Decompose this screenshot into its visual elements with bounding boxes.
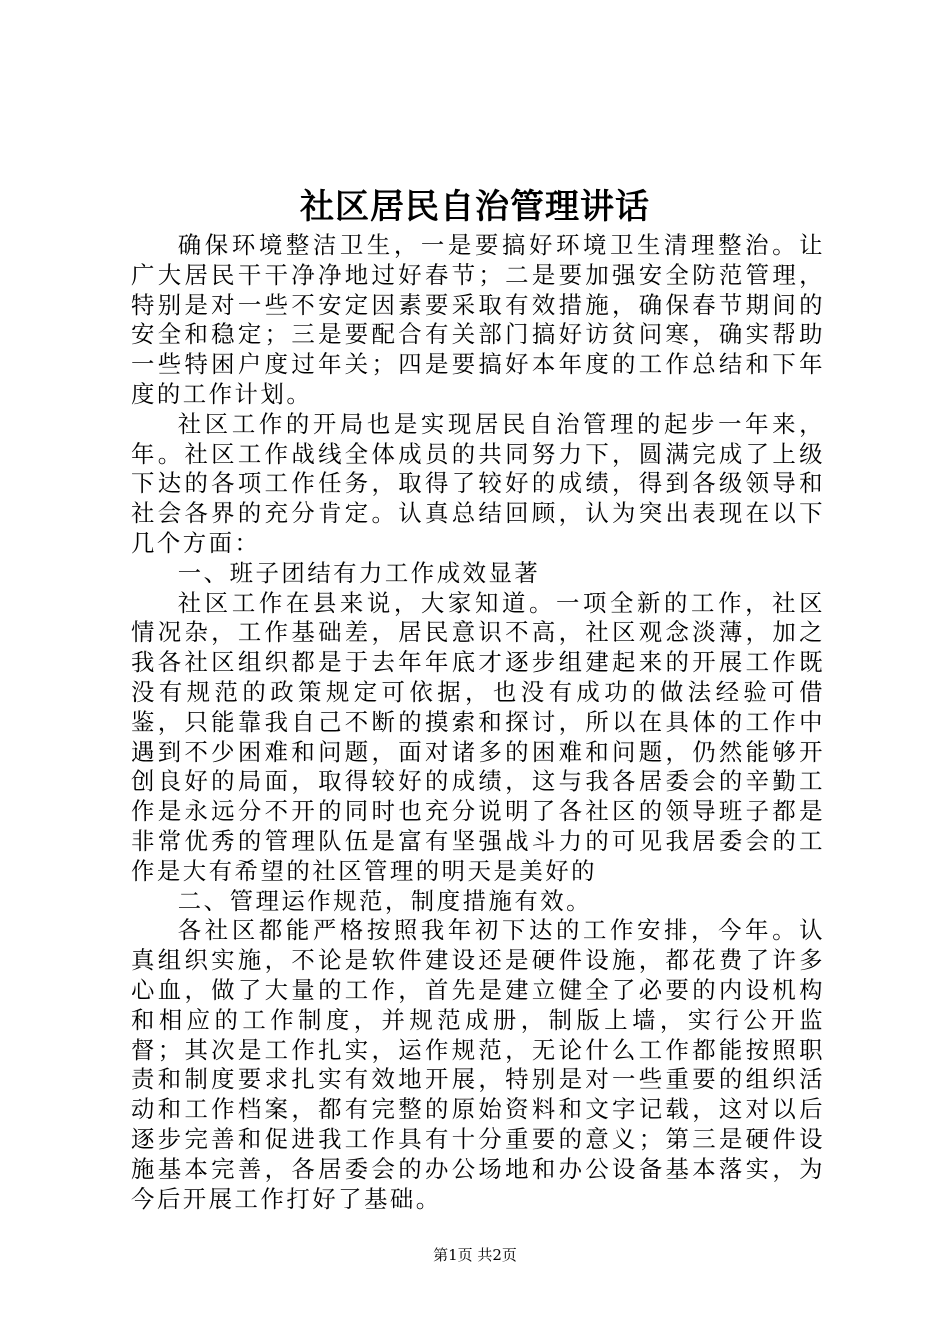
document-body bbox=[131, 231, 825, 1214]
section-heading: 二、管理运作规范，制度措施有效。 bbox=[177, 886, 593, 915]
section-heading: 一、班子团结有力工作成效显著 bbox=[177, 558, 541, 587]
paragraph: 各社区都能严格按照我年初下达的工作安排，今年。认真组织实施，不论是软件建设还是硬件设施，都花费了许多心血，做了大量的工作，首先是建立健全了必要的内设机构和相应的工作制度，并规范成册，制版上墙，实行公开监督；其次是工作扎实，运作规范，无论什么工作都能按照职责和制度要求扎实有效地开展，特别是对一些重要的组织活动和工作档案，都有完整的原始资料和文字记载，这对以后逐步完善和促进我工作具有十分重要的意义；第三是硬件设施基本完善，各居委会的办公场地和办公设备基本落实，为今后开展工作打好了基础。 bbox=[131, 916, 825, 1213]
page-footer: 第1页 共2页 bbox=[433, 1246, 517, 1264]
paragraph: 社区工作的开局也是实现居民自治管理的起步一年来，年。社区工作战线全体成员的共同努力下，圆满完成了上级下达的各项工作任务，取得了较好的成绩，得到各级领导和社会各界的充分肯定。认真总结回顾，认为突出表现在以下几个方面： bbox=[131, 409, 825, 557]
paragraph: 确保环境整洁卫生，一是要搞好环境卫生清理整治。让广大居民干干净净地过好春节；二是要加强安全防范管理，特别是对一些不安定因素要采取有效措施，确保春节期间的安全和稳定；三是要配合有关部门搞好访贫问寒，确实帮助一些特困户度过年关；四是要搞好本年度的工作总结和下年度的工作计划。 bbox=[131, 231, 825, 408]
paragraph: 社区工作在县来说，大家知道。一项全新的工作，社区情况杂，工作基础差，居民意识不高，社区观念淡薄，加之我各社区组织都是于去年年底才逐步组建起来的开展工作既没有规范的政策规定可依据，也没有成功的做法经验可借鉴，只能靠我自己不断的摸索和探讨，所以在具体的工作中遇到不少困难和问题，面对诸多的困难和问题，仍然能够开创良好的局面，取得较好的成绩，这与我各居委会的辛勤工作是永远分不开的同时也充分说明了各社区的领导班子都是非常优秀的管理队伍是富有坚强战斗力的可见我居委会的工作是大有希望的社区管理的明天是美好的 bbox=[131, 588, 825, 885]
document-title: 社区居民自治管理讲话 bbox=[300, 187, 650, 227]
